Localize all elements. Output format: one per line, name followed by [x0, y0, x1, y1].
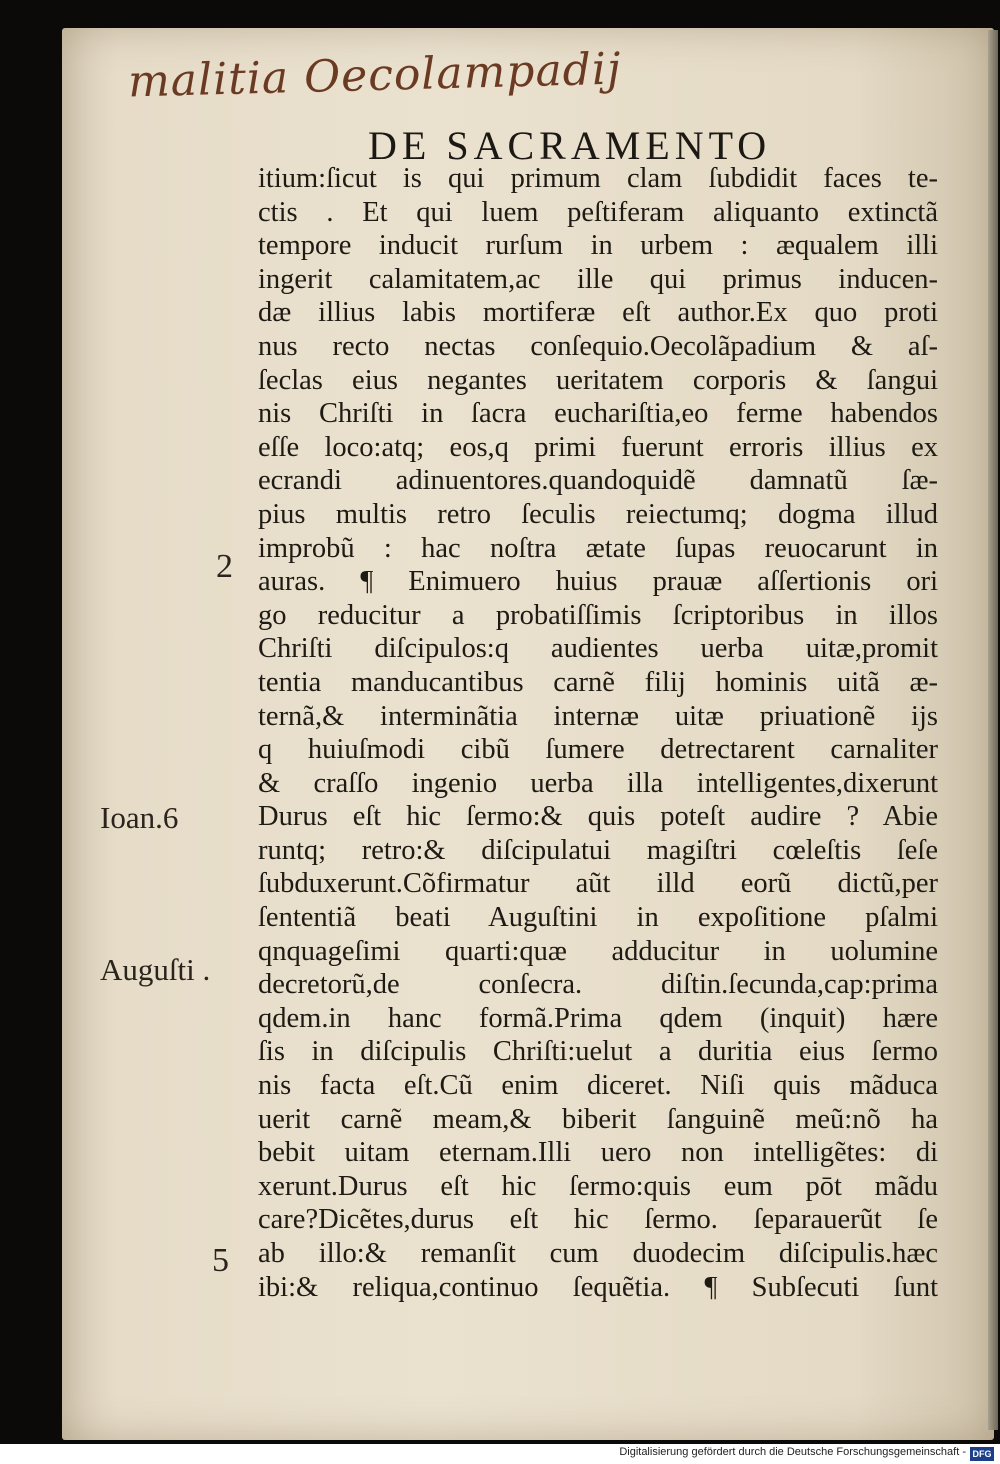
- text-line: ingerit calamitatem,ac ille qui primus inducen-: [258, 263, 938, 295]
- text-line: itium:ſicut is qui primum clam ſubdidit faces te-: [258, 163, 938, 194]
- text-line: ctis . Et qui luem peſtiferam aliquanto extinctã: [258, 196, 938, 228]
- text-line: nus recto nectas conſequio.Oecolãpadium & aſ-: [258, 330, 938, 362]
- text-line: bebit uitam eternam.Illi uero non intelligẽtes: di: [258, 1137, 938, 1169]
- text-line: ſententiã beati Auguſtini in expoſitione pſalmi: [258, 902, 938, 934]
- text-line: ab illo:& remanſit cum duodecim diſcipulis.hæc: [258, 1238, 938, 1269]
- text-line: xerunt.Durus eſt hic ſermo:quis eum pōt mãdu: [258, 1170, 938, 1202]
- text-line: runtq; retro:& diſcipulatui magiſtri cœleſtis ſeſe: [258, 834, 938, 866]
- body-text: [258, 162, 938, 1304]
- text-line: ſeclas eius negantes ueritatem corporis & ſangui: [258, 364, 938, 396]
- credit-text: Digitalisierung gefördert durch die Deutsche Forschungsgemeinschaft -: [619, 1446, 966, 1458]
- text-line: ternã,& interminãtia internæ uitæ priuationẽ ijs: [258, 700, 938, 732]
- text-line: uerit carnẽ meam,& biberit ſanguinẽ meũ:nõ ha: [258, 1103, 938, 1135]
- text-line: ibi:& reliqua,continuo ſequẽtia. ¶ Subſecuti ſunt: [258, 1271, 938, 1303]
- text-line: care?Dicẽtes,durus eſt hic ſermo. ſeparauerũt ſe: [258, 1204, 938, 1236]
- dfg-logo-icon: DFG: [970, 1447, 994, 1461]
- handwritten-inscription: malitia Oecolampadij: [127, 43, 623, 108]
- text-line: Chriſti diſcipulos:q audientes uerba uitæ,promit: [258, 633, 938, 665]
- credit-bar: [0, 1444, 1000, 1464]
- text-line: tentia manducantibus carnẽ filij hominis uitã æ-: [258, 666, 938, 698]
- margin-ref-ioan: Ioan.6: [100, 800, 179, 835]
- text-line: qdem.in hanc formã.Prima qdem (inquit) hære: [258, 1002, 938, 1034]
- margin-ref-augusti: Auguſti .: [100, 952, 211, 987]
- text-line: ecrandi adinuentores.quandoquidẽ damnatũ ſæ-: [258, 465, 938, 497]
- text-line: go reducitur a probatiſſimis ſcriptoribus in illos: [258, 599, 938, 631]
- text-line: q huiuſmodi cibũ ſumere detrectarent carnaliter: [258, 734, 938, 766]
- text-line: eſſe loco:atq; eos,q primi fuerunt erroris illius ex: [258, 431, 938, 463]
- page-edge-shadow: [988, 30, 998, 1430]
- text-line: nis Chriſti in ſacra euchariſtia,eo ferme habendos: [258, 398, 938, 430]
- margin-number-5: 5: [212, 1242, 229, 1279]
- text-line: improbũ : hac noſtra ætate ſupas reuocarunt in: [258, 532, 938, 564]
- text-line: qnquageſimi quarti:quæ adducitur in uolumine: [258, 935, 938, 967]
- text-line: ſubduxerunt.Cõfirmatur aũt illd eorũ dictũ,per: [258, 868, 938, 900]
- text-line: & craſſo ingenio uerba illa intelligentes,dixerunt: [258, 767, 938, 799]
- text-line: tempore inducit rurſum in urbem : æqualem illi: [258, 230, 938, 262]
- running-head: DE SACRAMENTO: [368, 123, 772, 168]
- margin-number-2: 2: [216, 548, 233, 585]
- text-line: auras. ¶ Enimuero huius prauæ aſſertionis ori: [258, 566, 938, 598]
- text-line: decretorũ,de conſecra. diſtin.ſecunda,cap:prima: [258, 969, 938, 1001]
- text-line: nis facta eſt.Cũ enim diceret. Niſi quis mãduca: [258, 1070, 938, 1102]
- text-line: pius multis retro ſeculis reiectumq; dogma illud: [258, 498, 938, 530]
- text-line: dæ illius labis mortiferæ eſt author.Ex quo proti: [258, 297, 938, 329]
- text-line: Durus eſt hic ſermo:& quis poteſt audire ? Abie: [258, 801, 938, 833]
- text-line: ſis in diſcipulis Chriſti:uelut a duritia eius ſermo: [258, 1036, 938, 1068]
